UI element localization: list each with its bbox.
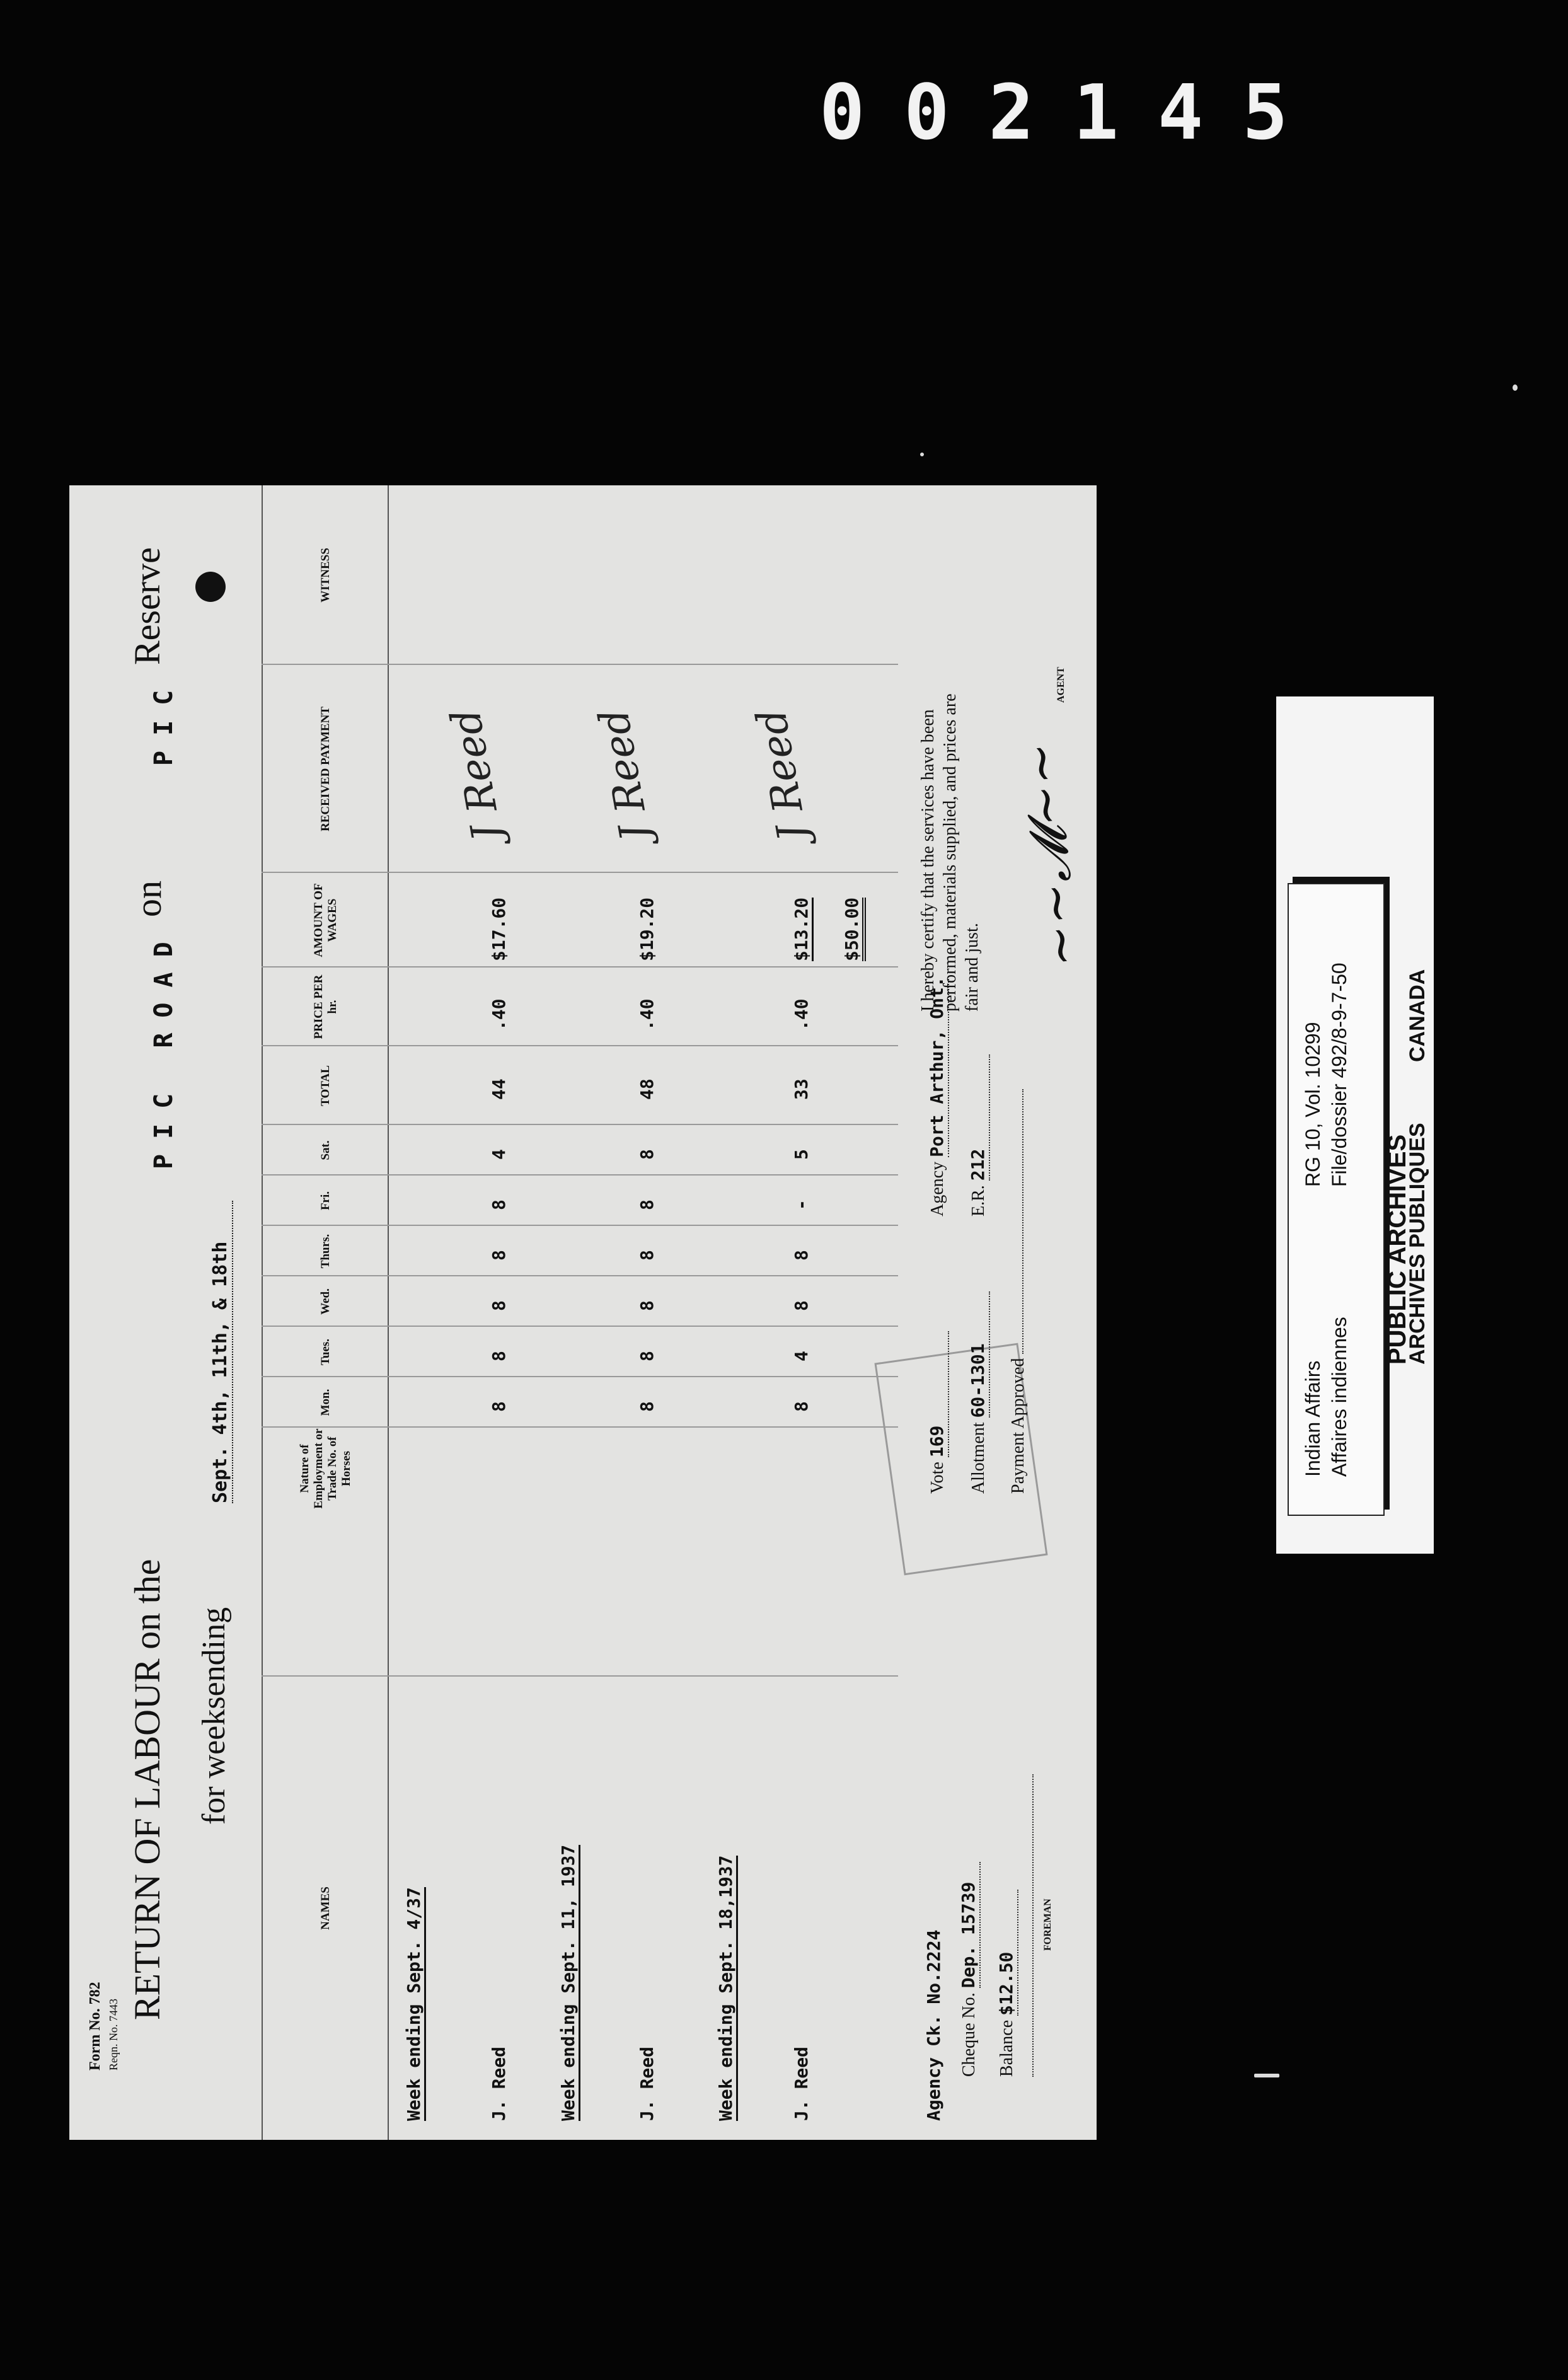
row-3-sat: 5	[791, 1149, 812, 1160]
allotment-line: Allotment 60-1301	[967, 1291, 990, 1494]
agent-label: AGENT	[1056, 667, 1066, 703]
row-1-tues: 8	[488, 1351, 509, 1361]
row-3-wed: 8	[791, 1300, 812, 1311]
film-speck	[920, 453, 924, 456]
foreman-signature-line	[1032, 1774, 1034, 2077]
week-heading-2: Week ending Sept. 11, 1937	[558, 1845, 580, 2121]
title-suffix: Reserve	[127, 547, 168, 665]
archives-en: PUBLIC ARCHIVES	[1383, 1134, 1411, 1365]
weekending-label: for weeksending	[196, 1607, 232, 1825]
row-1-amount: $17.60	[488, 897, 509, 961]
row-2-wed: 8	[637, 1300, 657, 1311]
allotment-value: 60-1301	[967, 1343, 988, 1418]
header-nature: Nature of Employment or Trade No. of Horses	[298, 1428, 353, 1509]
foreman-label: FOREMAN	[1042, 1898, 1053, 1951]
cheque-line: Cheque No. Dep. 15739	[958, 1862, 981, 2077]
weekending-rule	[232, 1201, 233, 1503]
film-speck	[1513, 384, 1518, 391]
agency-value: Port Arthur, Ont.	[926, 976, 947, 1157]
row-2-thurs: 8	[637, 1250, 657, 1261]
table-header-rule	[388, 485, 389, 2140]
row-2-price: .40	[637, 998, 657, 1031]
header-fri: Fri.	[319, 1191, 333, 1211]
title-on: on	[128, 881, 169, 917]
labour-table	[262, 485, 898, 2140]
row-1-name: J. Reed	[488, 2046, 509, 2121]
payment-approved-line: Payment Approved	[1008, 1089, 1029, 1494]
file-reference: File/dossier 492/8-9-7-50	[1328, 962, 1351, 1187]
country: CANADA	[1405, 969, 1429, 1062]
row-3-tues: 4	[791, 1351, 812, 1361]
agency-cheque-number: Agency Ck. No.2224	[923, 1929, 944, 2121]
header-tues: Tues.	[319, 1338, 333, 1366]
header-names: NAMES	[319, 1886, 333, 1930]
labour-return-form	[69, 485, 1097, 2140]
header-sat: Sat.	[319, 1140, 333, 1160]
header-price: PRICE PER hr.	[312, 974, 339, 1039]
row-3-name: J. Reed	[791, 2046, 812, 2121]
row-2-received-signature: J Reed	[591, 705, 660, 845]
title-prefix: RETURN OF LABOUR on the	[127, 1559, 168, 2020]
agent-signature: ~~𝓜~~	[1009, 739, 1092, 970]
header-amount: AMOUNT OF WAGES	[312, 883, 339, 957]
row-1-price: .40	[488, 998, 509, 1031]
row-1-sat: 4	[488, 1149, 509, 1160]
grand-total-amount: $50.00	[841, 898, 866, 961]
archive-label-inner	[1288, 883, 1385, 1516]
agency-line: Agency Port Arthur, Ont.	[926, 976, 949, 1216]
weekending-dates: Sept. 4th, 11th, & 18th	[209, 1241, 231, 1503]
row-3-price: .40	[791, 998, 812, 1031]
row-1-thurs: 8	[488, 1250, 509, 1261]
requisition-number: Reqn. No. 7443	[107, 1999, 120, 2071]
archive-label	[1276, 696, 1434, 1554]
er-line: E.R. 212	[967, 1054, 990, 1216]
row-1-received-signature: J Reed	[442, 705, 512, 845]
row-2-name: J. Reed	[637, 2046, 657, 2121]
balance-line: Balance $12.50	[996, 1890, 1018, 2077]
vote-line: Vote 169	[926, 1331, 949, 1494]
form-sheet	[69, 485, 1097, 2140]
title-reserve-name	[139, 675, 181, 766]
row-3-fri: -	[791, 1199, 812, 1210]
er-value: 212	[967, 1148, 988, 1181]
vote-value: 169	[926, 1425, 947, 1458]
archives-fr: ARCHIVES PUBLIQUES	[1405, 1123, 1429, 1365]
header-witness: WITNESS	[319, 548, 333, 603]
row-2-tues: 8	[637, 1351, 657, 1361]
row-1-fri: 8	[488, 1199, 509, 1210]
header-thurs: Thurs.	[319, 1233, 333, 1269]
reserve-name: PIC	[149, 674, 178, 766]
row-1-wed: 8	[488, 1300, 509, 1311]
week-heading-1: Week ending Sept. 4/37	[403, 1887, 426, 2121]
certification-text: I hereby certify that the services have been performed, materials supplied, and prices are fair and just.	[918, 693, 982, 1012]
form-title	[126, 1559, 168, 2020]
header-mon: Mon.	[319, 1389, 333, 1416]
road-name: PIC ROAD	[149, 927, 178, 1169]
week-heading-3: Week ending Sept. 18,1937	[715, 1856, 738, 2121]
header-received-payment: RECEIVED PAYMENT	[319, 707, 333, 831]
film-speck	[1254, 2074, 1279, 2077]
department-fr: Affaires indiennes	[1328, 1317, 1351, 1477]
row-1-total: 44	[488, 1078, 509, 1100]
balance-value: $12.50	[996, 1951, 1017, 2016]
archive-label-card	[1276, 696, 1434, 1554]
table-top-rule	[262, 485, 263, 2140]
row-1-mon: 8	[488, 1401, 509, 1412]
row-3-total: 33	[791, 1078, 812, 1100]
row-2-sat: 8	[637, 1149, 657, 1160]
record-group: RG 10, Vol. 10299	[1301, 1022, 1324, 1187]
row-3-mon: 8	[791, 1401, 812, 1412]
row-3-thurs: 8	[791, 1250, 812, 1261]
row-2-amount: $19.20	[637, 897, 657, 961]
row-2-total: 48	[637, 1078, 657, 1100]
row-2-fri: 8	[637, 1199, 657, 1210]
form-number: Form No. 782	[87, 1982, 103, 2071]
row-2-mon: 8	[637, 1401, 657, 1412]
header-total: TOTAL	[319, 1065, 333, 1106]
title-road	[139, 927, 181, 1169]
header-wed: Wed.	[319, 1288, 333, 1315]
row-3-received-signature: J Reed	[748, 705, 817, 845]
department-en: Indian Affairs	[1301, 1360, 1324, 1477]
cheque-value: Dep. 15739	[958, 1881, 979, 1989]
punch-hole	[195, 572, 226, 602]
frame-number: 002145	[819, 69, 1327, 157]
row-3-amount: $13.20	[791, 898, 814, 961]
